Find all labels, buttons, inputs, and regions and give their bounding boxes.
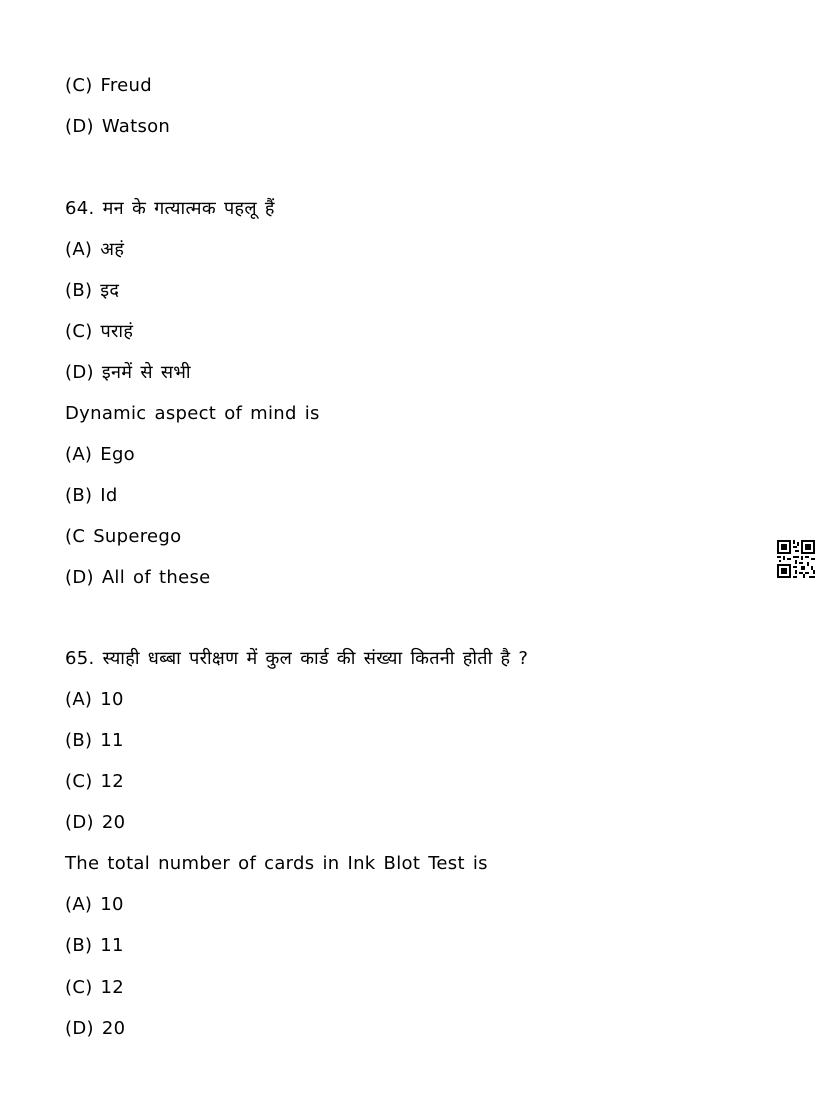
prev-option-d	[65, 115, 170, 139]
option-text: अहं	[100, 239, 125, 260]
option-key: (A)	[65, 239, 93, 260]
q64-hindi-option-d	[65, 361, 191, 385]
q64-hindi-option-c	[65, 320, 133, 344]
option-key: (B)	[65, 935, 93, 956]
option-text: Watson	[101, 116, 171, 137]
q64-english-question	[65, 402, 320, 426]
option-key: (C	[65, 526, 86, 547]
option-key: (B)	[65, 485, 93, 506]
question-text: Dynamic aspect of mind is	[65, 403, 320, 424]
q65-english-option-b	[65, 934, 124, 958]
q65-hindi-question	[65, 647, 528, 671]
q64-english-option-b	[65, 484, 118, 508]
q65-hindi-option-c	[65, 770, 124, 794]
option-key: (D)	[65, 116, 94, 137]
option-text: 10	[100, 894, 124, 915]
q64-english-option-a	[65, 443, 135, 467]
q64-english-option-d	[65, 566, 211, 590]
question-number: 64.	[65, 198, 95, 219]
q65-hindi-option-b	[65, 729, 124, 753]
option-text: 20	[101, 812, 126, 833]
option-key: (A)	[65, 689, 93, 710]
question-text: मन के गत्यात्मक पहलू हैं	[102, 198, 275, 219]
q65-english-option-c	[65, 976, 124, 1000]
option-key: (D)	[65, 362, 94, 383]
q64-hindi-option-a	[65, 238, 124, 262]
option-key: (A)	[65, 444, 93, 465]
question-text: स्याही धब्बा परीक्षण में कुल कार्ड की संख्या कितनी होती है ?	[102, 648, 529, 669]
q65-english-question	[65, 852, 488, 876]
option-text: 20	[101, 1018, 126, 1039]
q65-hindi-option-d	[65, 811, 125, 835]
option-key: (A)	[65, 894, 93, 915]
option-text: 11	[100, 935, 124, 956]
option-text: Freud	[100, 75, 152, 96]
q65-english-option-d	[65, 1017, 125, 1041]
q64-english-option-c	[65, 525, 181, 549]
option-key: (C)	[65, 75, 93, 96]
q64-hindi-option-b	[65, 279, 119, 303]
option-text: पराहं	[100, 321, 134, 342]
option-text: 12	[100, 977, 125, 998]
option-key: (C)	[65, 977, 93, 998]
question-number: 65.	[65, 648, 95, 669]
option-text: 11	[100, 730, 124, 751]
option-text: इद	[100, 280, 120, 301]
option-text: Ego	[100, 444, 135, 465]
option-text: Id	[100, 485, 118, 506]
qr-code-icon	[777, 540, 815, 578]
option-key: (D)	[65, 1018, 94, 1039]
option-text: 10	[100, 689, 124, 710]
option-key: (B)	[65, 730, 93, 751]
option-text: 12	[100, 771, 125, 792]
prev-option-c	[65, 74, 152, 98]
option-key: (C)	[65, 321, 93, 342]
q64-hindi-question	[65, 197, 275, 221]
question-text: The total number of cards in Ink Blot Test is	[65, 853, 488, 874]
option-text: Superego	[93, 526, 182, 547]
option-key: (B)	[65, 280, 93, 301]
option-text: इनमें से सभी	[101, 362, 191, 383]
option-key: (D)	[65, 567, 94, 588]
option-key: (C)	[65, 771, 93, 792]
q65-english-option-a	[65, 893, 124, 917]
option-text: All of these	[101, 567, 211, 588]
option-key: (D)	[65, 812, 94, 833]
q65-hindi-option-a	[65, 688, 124, 712]
